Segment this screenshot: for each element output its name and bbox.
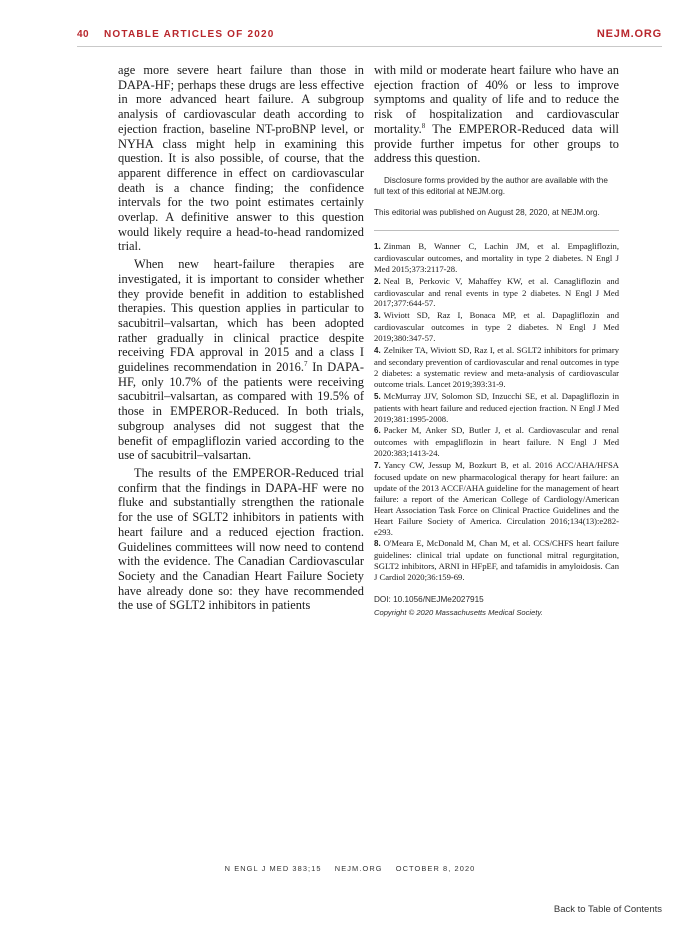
reference-item — [374, 460, 619, 537]
reference-text: O'Meara E, McDonald M, Chan M, et al. CCS/CHFS heart failure guidelines: clinical trial update on functional mitral regurgitation, SGLT2 inhibitors, ARNI in HFpEF, and tafamidis in amyloidosis. Can J Cardiol 2020;36:159-69. — [374, 538, 619, 583]
reference-number: 3. — [374, 311, 381, 321]
paragraph-1: age more severe heart failure than those in DAPA-HF; perhaps these drugs are less effective in more advanced heart failure. A subgroup analysis of cardiovascular death according to ejection fraction, baseline NT-proBNP level, or NYHA class might help in examining this question. It is also possible, of course, that the apparent difference in effect on cardiovascular death is a chance finding; the confidence intervals for the two point estimates certainly overlap. A definitive answer to this question would likely require a head-to-head randomized trial. — [118, 63, 364, 254]
reference-item — [374, 345, 619, 390]
reference-number: 2. — [374, 276, 381, 286]
header-divider — [77, 46, 662, 47]
section-title: NOTABLE ARTICLES OF 2020 — [104, 29, 275, 40]
reference-item — [374, 241, 619, 275]
site-link[interactable]: NEJM.ORG — [596, 28, 662, 40]
citation-7[interactable]: 7 — [303, 359, 308, 368]
reference-item — [374, 538, 619, 583]
reference-item — [374, 310, 619, 344]
copyright-notice: Copyright © 2020 Massachusetts Medical Society. — [374, 608, 543, 618]
publication-note: This editorial was published on August 28, 2020, at NEJM.org. — [374, 207, 600, 217]
reference-text: McMurray JJV, Solomon SD, Inzucchi SE, et al. Dapagliflozin in patients with heart failure and reduced ejection fraction. N Engl J Med 2019;381:1995-2008. — [374, 390, 619, 424]
footer-journal: N ENGL J MED 383;15 — [224, 864, 322, 873]
reference-number: 8. — [374, 539, 381, 549]
footer-date: OCTOBER 8, 2020 — [395, 864, 476, 873]
footer-site: NEJM.ORG — [334, 864, 383, 873]
page-header — [0, 0, 700, 48]
paragraph-2-tail: In DAPA-HF, only 10.7% of the patients were receiving sacubitril–valsartan, as compared with 19.5% of those in EMPEROR-Reduced. In both trials, subgroup analyses did not suggest that the benefit of empagliflozin varied according to the use of sacubitril–valsartan. — [118, 360, 364, 463]
paragraph-3: The results of the EMPEROR-Reduced trial confirm that the findings in DAPA-HF were no fluke and substantially strengthen the rationale for the use of SGLT2 inhibitors in patients with heart failure and a reduced ejection fraction. Guidelines committees will now need to contend with the evidence. The Canadian Cardiovascular Society and the Canadian Heart Failure Society have already done so: they have recommended the use of SGLT2 inhibitors in patients — [118, 465, 364, 613]
reference-text: Zelniker TA, Wiviott SD, Raz I, et al. SGLT2 inhibitors for primary and secondary prevention of cardiovascular and renal outcomes in type 2 diabetes: a systematic review and meta-analysis of cardiovascular outcome trials. Lancet 2019;393:31-9. — [374, 345, 619, 389]
back-to-toc-link[interactable]: Back to Table of Contents — [553, 904, 662, 915]
disclosure-note: Disclosure forms provided by the author are available with the full text of this editorial at NEJM.org. — [374, 175, 608, 196]
reference-number: 4. — [374, 346, 381, 356]
reference-text: Packer M, Anker SD, Butler J, et al. Cardiovascular and renal outcomes with empagliflozin in heart failure. N Engl J Med 2020:383;1413-24. — [374, 425, 619, 459]
reference-item — [374, 276, 619, 310]
reference-number: 1. — [374, 241, 381, 251]
page-footer — [0, 864, 700, 873]
paragraph-2 — [118, 257, 364, 463]
page-number: 40 — [77, 29, 90, 40]
reference-item — [374, 425, 619, 459]
reference-number: 6. — [374, 426, 381, 436]
continuation-paragraph — [374, 63, 619, 166]
right-column — [374, 63, 619, 618]
continuation-text: with mild or moderate heart failure who have an ejection fraction of 40% or less to improve symptoms and quality of life and to reduce the risk of hospitalization and cardiovascular mortality. — [374, 63, 619, 136]
reference-item — [374, 391, 619, 425]
doi-link[interactable]: DOI: 10.1056/NEJMe2027915 — [374, 595, 484, 605]
reference-number: 7. — [374, 461, 381, 471]
references-divider — [374, 230, 619, 231]
paragraph-2-text: When new heart-failure therapies are investigated, it is important to consider whether they provide benefit in addition to established therapies. This question applies in particular to sacubitril–valsartan, which has been adopted rather gradually in clinical practice despite receiving FDA approval in 2015 and a class I guidelines recommendation in 2016. — [118, 257, 364, 375]
citation-8[interactable]: 8 — [421, 121, 426, 130]
reference-number: 5. — [374, 391, 381, 401]
continuation-tail: The EMPEROR-Reduced data will provide further impetus for other groups to address this question. — [374, 121, 619, 166]
reference-text: Wiviott SD, Raz I, Bonaca MP, et al. Dapagliflozin and cardiovascular outcomes in type 2 diabetes. N Engl J Med 2019;380:347-57. — [374, 310, 619, 344]
reference-text: Yancy CW, Jessup M, Bozkurt B, et al. 2016 ACC/AHA/HFSA focused update on new pharmacological therapy for heart failure: an update of the 2013 ACCF/AHA guideline for the management of heart failure: a report of the American College of Cardiology/American Heart Association Task Force on Clinical Practice Guidelines and the Heart Failure Society of America. Circulation 2016;134(13):e282-e293. — [374, 460, 619, 537]
reference-text: Zinman B, Wanner C, Lachin JM, et al. Empagliflozin, cardiovascular outcomes, and mortality in type 2 diabetes. N Engl J Med 2015;373:2117-28. — [374, 240, 619, 274]
left-column — [118, 63, 364, 613]
reference-text: Neal B, Perkovic V, Mahaffey KW, et al. Canagliflozin and cardiovascular and renal events in type 2 diabetes. N Engl J Med 2017;377:644-57. — [374, 275, 619, 309]
reference-list — [374, 241, 619, 583]
